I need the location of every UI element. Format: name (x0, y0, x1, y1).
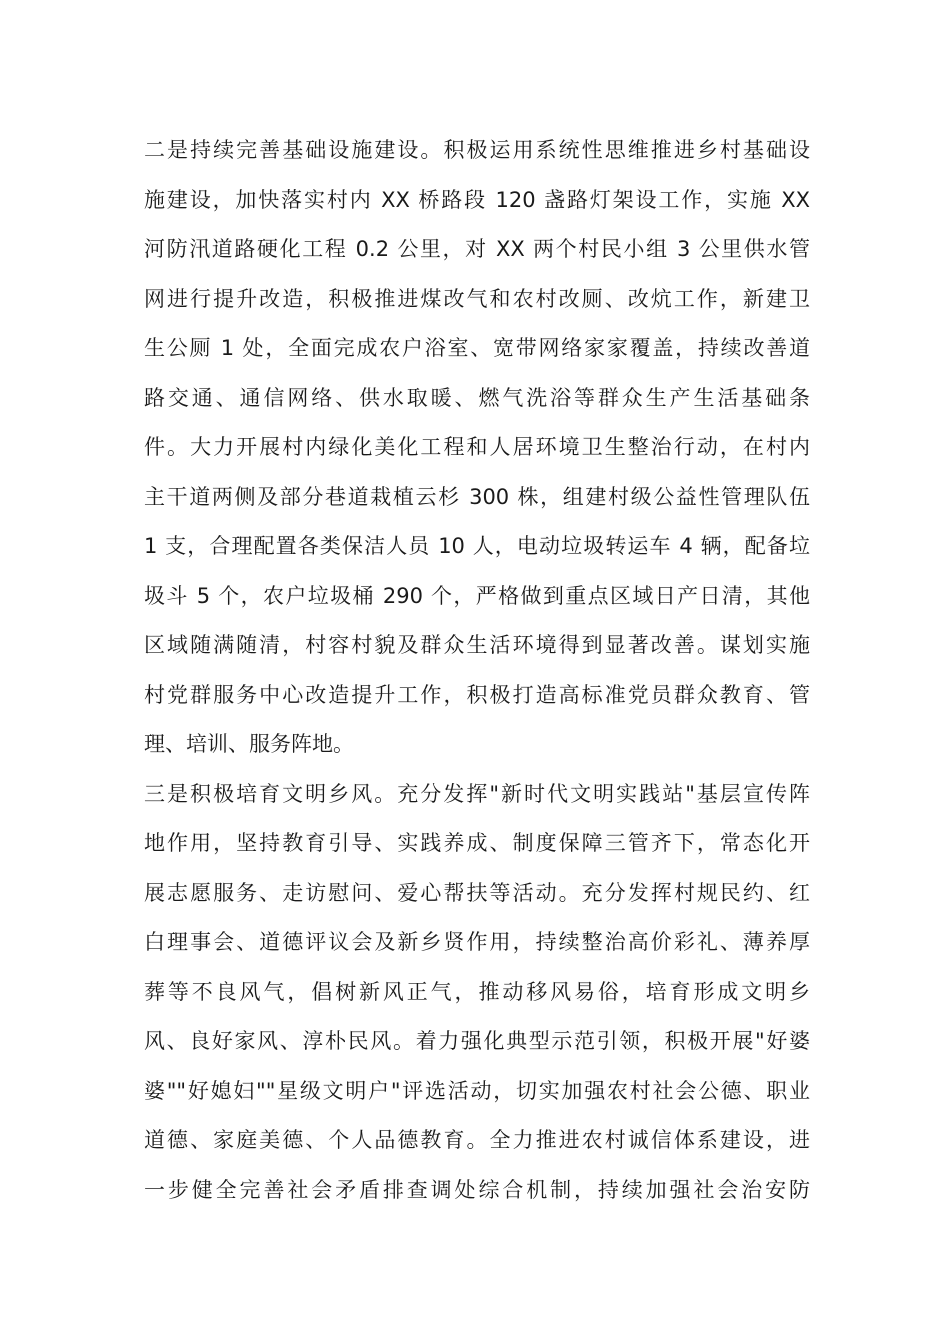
paragraph-line: 路交通、通信网络、供水取暖、燃气洗浴等群众生产生活基础条 (144, 385, 810, 410)
paragraph-line: 一步健全完善社会矛盾排查调处综合机制，持续加强社会治安防 (144, 1177, 810, 1202)
paragraph-line: 道德、家庭美德、个人品德教育。全力推进农村诚信体系建设，进 (144, 1128, 810, 1152)
paragraph-line: 件。大力开展村内绿化美化工程和人居环境卫生整治行动，在村内 (144, 435, 810, 459)
paragraph-line: 网进行提升改造，积极推进煤改气和农村改厕、改炕工作，新建卫 (144, 286, 810, 311)
paragraph-line: 理、培训、服务阵地。 (144, 732, 354, 756)
paragraph-line: 圾斗 5 个，农户垃圾桶 290 个，严格做到重点区域日产日清，其他 (144, 583, 810, 608)
paragraph-line: 河防汛道路硬化工程 0.2 公里，对 XX 两个村民小组 3 公里供水管 (144, 237, 810, 261)
paragraph-line: 主干道两侧及部分巷道栽植云杉 300 株，组建村级公益性管理队伍 (144, 484, 810, 509)
paragraph-line: 二是持续完善基础设施建设。积极运用系统性思维推进乡村基础设 (144, 138, 810, 162)
paragraph-line: 葬等不良风气，倡树新风正气，推动移风易俗，培育形成文明乡 (144, 979, 810, 1004)
paragraph-line: 白理事会、道德评议会及新乡贤作用，持续整治高价彩礼、薄养厚 (144, 930, 810, 954)
paragraph-line: 三是积极培育文明乡风。充分发挥"新时代文明实践站"基层宣传阵 (144, 781, 810, 806)
paragraph-line: 风、良好家风、淳朴民风。着力强化典型示范引领，积极开展"好婆 (144, 1029, 810, 1053)
paragraph-line: 展志愿服务、走访慰问、爱心帮扶等活动。充分发挥村规民约、红 (144, 880, 810, 905)
paragraph-line: 1 支，合理配置各类保洁人员 10 人，电动垃圾转运车 4 辆，配备垃 (144, 534, 810, 558)
paragraph-line: 地作用，坚持教育引导、实践养成、制度保障三管齐下，常态化开 (144, 831, 810, 855)
document-body (144, 126, 810, 1215)
paragraph-line: 施建设，加快落实村内 XX 桥路段 120 盏路灯架设工作，实施 XX (144, 187, 810, 212)
paragraph-line: 区域随满随清，村容村貌及群众生活环境得到显著改善。谋划实施 (144, 633, 810, 657)
paragraph-line: 生公厕 1 处，全面完成农户浴室、宽带网络家家覆盖，持续改善道 (144, 336, 810, 360)
paragraph-line: 村党群服务中心改造提升工作，积极打造高标准党员群众教育、管 (144, 682, 810, 707)
paragraph-line: 婆""好媳妇""星级文明户"评选活动，切实加强农村社会公德、职业 (144, 1078, 810, 1103)
